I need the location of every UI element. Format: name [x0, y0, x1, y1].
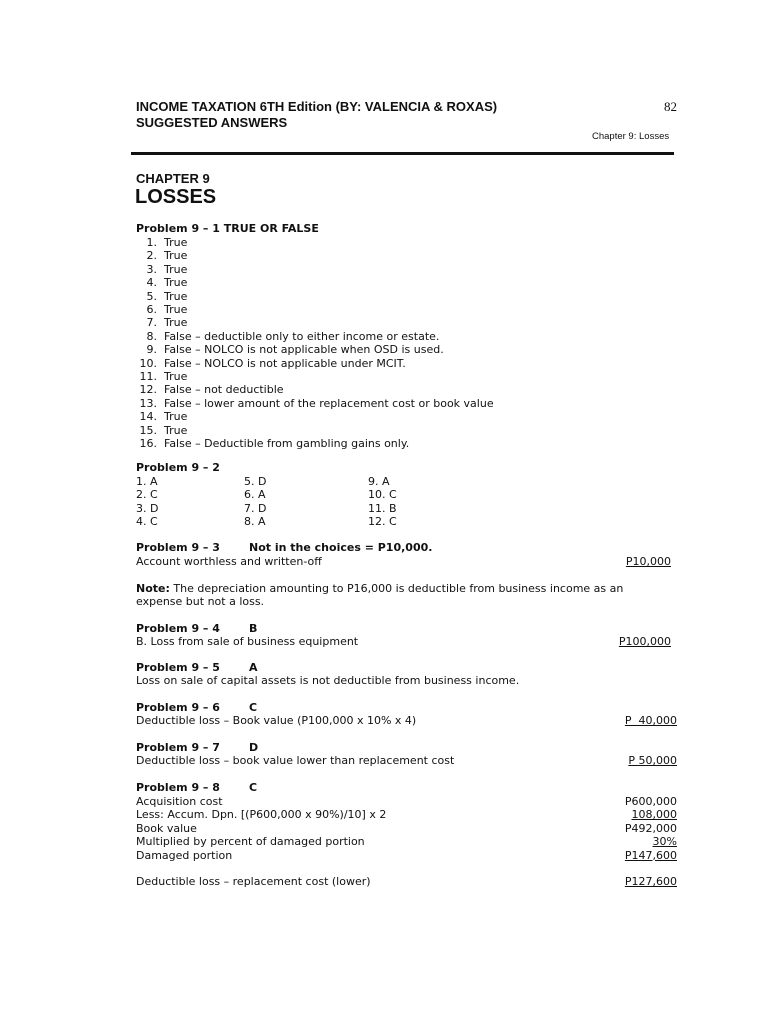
answer-cell: 10. C [368, 488, 397, 502]
note-label: Note: [136, 582, 170, 595]
list-item-number: 2. [146, 249, 157, 263]
list-item [134, 249, 187, 262]
list-item-number: 10. [139, 356, 157, 370]
answer-cell: 2. C [136, 488, 158, 502]
note-line-2: expense but not a loss. [136, 595, 265, 608]
list-item-text: False – NOLCO is not applicable under MCIT. [164, 356, 406, 370]
problem-9-6-amount: P 40,000 [624, 714, 677, 727]
list-item-text: True [164, 262, 188, 276]
problem-9-8-answer: C [249, 781, 258, 794]
list-item-number: 8. [146, 329, 157, 343]
answer-cell: 7. D [244, 501, 267, 515]
list-item-number: 11. [139, 370, 157, 383]
list-item [134, 316, 187, 329]
problem-9-6-answer: C [249, 701, 258, 714]
answer-cell: 4. C [136, 514, 158, 528]
problem-9-3-heading: Problem 9 – 3 [136, 541, 220, 554]
list-item-number: 1. [146, 236, 157, 249]
problem-9-6-line: Deductible loss – Book value (P100,000 x 10% x 4) [136, 714, 417, 727]
list-item [134, 383, 284, 396]
list-item [134, 263, 187, 276]
problem-9-5-line: Loss on sale of capital assets is not deductible from business income. [136, 674, 520, 687]
header-rule [131, 152, 674, 155]
answer-cell: 12. C [368, 514, 397, 528]
problem-9-8-final-amount: P127,600 [624, 875, 677, 888]
problem-9-4-line: B. Loss from sale of business equipment [136, 635, 359, 648]
list-item-number: 13. [139, 396, 157, 410]
list-item [134, 370, 187, 383]
list-item-number: 14. [139, 410, 157, 424]
list-item [134, 397, 494, 410]
answer-cell: 9. A [368, 475, 390, 488]
list-item [134, 236, 187, 249]
list-item-text: False – deductible only to either income or estate. [164, 329, 440, 343]
computation-amount: P147,600 [624, 848, 677, 862]
list-item-number: 6. [146, 303, 157, 316]
computation-amount: P492,000 [624, 821, 677, 835]
problem-9-3-answer: Not in the choices = P10,000. [249, 541, 433, 554]
problem-9-7-heading: Problem 9 – 7 [136, 741, 220, 754]
problem-9-7-line: Deductible loss – book value lower than replacement cost [136, 754, 455, 767]
problem-9-4-answer: B [249, 622, 258, 635]
list-item-number: 9. [146, 343, 157, 357]
answer-cell: 1. A [136, 475, 158, 488]
list-item-text: True [164, 289, 188, 303]
computation-amount: 108,000 [631, 808, 677, 822]
chapter-title: LOSSES [135, 186, 217, 208]
list-item-text: False – lower amount of the replacement cost or book value [164, 396, 494, 410]
problem-9-3-line: Account worthless and written-off [136, 555, 322, 568]
answer-cell: 11. B [368, 501, 397, 515]
computation-label: Damaged portion [136, 848, 233, 862]
problem-9-7-answer: D [249, 741, 259, 754]
list-item-text: True [164, 236, 188, 249]
list-item [134, 276, 187, 289]
list-item-text: False – not deductible [164, 383, 284, 397]
computation-label: Multiplied by percent of damaged portion [136, 835, 365, 849]
problem-9-6-heading: Problem 9 – 6 [136, 701, 220, 714]
problem-9-8-heading: Problem 9 – 8 [136, 781, 220, 794]
list-item-number: 5. [146, 289, 157, 303]
computation-label: Book value [136, 821, 197, 835]
answer-cell: 6. A [244, 488, 266, 502]
problem-9-8-final-label: Deductible loss – replacement cost (lower) [136, 875, 371, 888]
list-item [134, 357, 406, 370]
list-item-text: True [164, 423, 188, 437]
problem-9-1-heading: Problem 9 – 1 TRUE OR FALSE [136, 222, 319, 235]
list-item-number: 12. [139, 383, 157, 397]
problem-9-4-amount: P100,000 [618, 635, 671, 648]
problem-9-3-amount: P10,000 [625, 555, 671, 568]
computation-amount: P600,000 [624, 795, 677, 808]
problem-9-7-amount: P 50,000 [628, 754, 677, 767]
answer-cell: 5. D [244, 475, 267, 488]
computation-label: Acquisition cost [136, 795, 223, 808]
list-item-number: 4. [146, 276, 157, 290]
list-item-number: 3. [146, 262, 157, 276]
list-item-text: True [164, 276, 188, 290]
list-item [134, 424, 187, 437]
list-item-text: True [164, 249, 188, 263]
page-number: 82 [664, 99, 677, 114]
problem-9-4-heading: Problem 9 – 4 [136, 622, 220, 635]
list-item-text: True [164, 316, 188, 330]
note-text: The depreciation amounting to P16,000 is deductible from business income as an [169, 582, 624, 595]
list-item [134, 343, 444, 356]
note-line-1 [136, 582, 623, 595]
list-item-text: False – NOLCO is not applicable when OSD is used. [164, 343, 444, 357]
list-item-number: 16. [139, 437, 157, 450]
list-item [134, 290, 187, 303]
list-item [134, 303, 187, 316]
chapter-number: CHAPTER 9 [136, 171, 210, 186]
answer-cell: 3. D [136, 501, 159, 515]
list-item [134, 330, 439, 343]
list-item [134, 410, 187, 423]
list-item-text: False – Deductible from gambling gains only. [164, 437, 410, 450]
problem-9-2-heading: Problem 9 – 2 [136, 461, 220, 474]
computation-label: Less: Accum. Dpn. [(P600,000 x 90%)/10] x 2 [136, 808, 387, 822]
computation-amount: 30% [652, 835, 677, 849]
chapter-tag: Chapter 9: Losses [592, 131, 670, 142]
list-item-text: True [164, 410, 188, 424]
document-subtitle: SUGGESTED ANSWERS [136, 115, 288, 130]
list-item-text: True [164, 370, 188, 383]
list-item-text: True [164, 303, 188, 316]
list-item-number: 7. [146, 316, 157, 330]
answer-cell: 8. A [244, 514, 266, 528]
problem-9-5-answer: A [249, 661, 258, 674]
problem-9-5-heading: Problem 9 – 5 [136, 661, 220, 674]
document-title: INCOME TAXATION 6TH Edition (BY: VALENCIA & ROXAS) [136, 99, 498, 114]
list-item [134, 437, 409, 450]
list-item-number: 15. [139, 423, 157, 437]
